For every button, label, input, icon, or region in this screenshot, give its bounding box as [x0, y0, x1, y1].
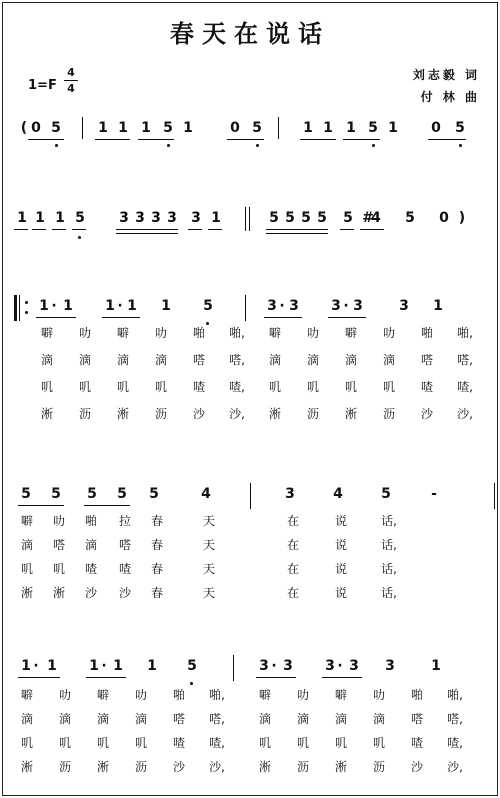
lyric-char: 喳: [118, 562, 131, 576]
lyric-char: 话,: [381, 562, 397, 576]
underline: [300, 139, 336, 140]
score-frame: [2, 2, 498, 796]
note: 0: [230, 120, 240, 136]
note: 5: [455, 120, 465, 136]
note: 5: [368, 120, 378, 136]
key-signature: 1=F: [28, 78, 57, 93]
lyric-char: 叽: [116, 380, 129, 394]
note: 1: [55, 210, 65, 226]
note: 5: [163, 120, 173, 136]
underline: [340, 229, 354, 230]
lyric-char: 叽: [78, 380, 91, 394]
lyric-char: 滴: [134, 712, 147, 726]
note: #: [362, 210, 374, 226]
lyric-char: 叻: [52, 514, 65, 528]
note: 4: [333, 486, 343, 502]
lyric-char: 叽: [40, 380, 53, 394]
underline: [14, 229, 28, 230]
note: 0: [31, 120, 41, 136]
lyric-char: 天: [202, 586, 215, 600]
note: 1: [161, 298, 171, 314]
low-octave-dot: [167, 144, 170, 147]
note: 1: [47, 658, 57, 674]
note: 5: [87, 486, 97, 502]
underline: [36, 317, 76, 318]
note: 1: [98, 120, 108, 136]
time-sig-top: 4: [67, 66, 75, 79]
underline: [32, 229, 46, 230]
note: 0: [439, 210, 449, 226]
time-sig-bottom: 4: [67, 82, 75, 95]
lyric-char: 沙: [84, 586, 97, 600]
note: 1: [346, 120, 356, 136]
barline: [250, 483, 251, 509]
lyric-char: 嗒: [172, 712, 185, 726]
lyric-char: 啪: [192, 326, 205, 340]
low-octave-dot: [190, 682, 193, 685]
lyric-char: 沥: [78, 407, 91, 421]
repeat-start-thin: [19, 295, 20, 321]
barline: [245, 295, 246, 321]
note: 1: [21, 658, 31, 674]
underline: [188, 229, 202, 230]
lyric-char: 沙,: [209, 760, 225, 774]
lyric-char: 滴: [84, 538, 97, 552]
lyric-char: 滴: [20, 538, 33, 552]
note: 5: [21, 486, 31, 502]
lyric-char: 喳,: [447, 736, 463, 750]
barline: [278, 117, 279, 139]
note: ·: [279, 298, 285, 314]
lyric-char: 噼: [96, 688, 109, 702]
lyric-char: 嗒: [420, 353, 433, 367]
note: 1: [323, 120, 333, 136]
lyric-char: 沙: [192, 407, 205, 421]
note: 1: [105, 298, 115, 314]
barline: [245, 207, 246, 231]
low-octave-dot: [78, 236, 81, 239]
note: 5: [51, 486, 61, 502]
note: 3: [119, 210, 129, 226]
lyric-char: 沥: [382, 407, 395, 421]
barline: [233, 655, 234, 681]
note: ·: [51, 298, 57, 314]
barline: [494, 483, 495, 509]
lyric-char: 叽: [96, 736, 109, 750]
note: 5: [301, 210, 311, 226]
lyric-char: 沥: [134, 760, 147, 774]
lyric-char: 叻: [306, 326, 319, 340]
lyric-char: 滴: [344, 353, 357, 367]
note: ·: [337, 658, 343, 674]
note: 5: [252, 120, 262, 136]
lyric-char: 啪,: [447, 688, 463, 702]
note: ·: [271, 658, 277, 674]
lyric-char: 喳: [192, 380, 205, 394]
lyric-char: 噼: [258, 688, 271, 702]
underline: [52, 229, 66, 230]
underline: [116, 233, 178, 234]
note: ): [458, 210, 466, 226]
note: 1: [183, 120, 193, 136]
underline: [86, 677, 126, 678]
lyric-char: 滴: [306, 353, 319, 367]
note: 1: [39, 298, 49, 314]
lyric-char: 淅: [344, 407, 357, 421]
lyric-char: 滴: [116, 353, 129, 367]
note: 3: [325, 658, 335, 674]
low-octave-dot: [256, 144, 259, 147]
lyric-char: 滴: [40, 353, 53, 367]
underline: [264, 317, 302, 318]
note: ·: [117, 298, 123, 314]
note: 1: [303, 120, 313, 136]
underline: [266, 229, 328, 230]
lyric-char: 滴: [372, 712, 385, 726]
note: 5: [187, 658, 197, 674]
lyric-char: 嗒: [410, 712, 423, 726]
lyric-char: 嗒,: [447, 712, 463, 726]
lyric-char: 嗒,: [229, 353, 245, 367]
note: 1: [211, 210, 221, 226]
lyric-char: 淅: [52, 586, 65, 600]
note: 1: [118, 120, 128, 136]
note: 1: [433, 298, 443, 314]
lyric-char: 滴: [334, 712, 347, 726]
lyric-char: 叽: [306, 380, 319, 394]
lyric-char: 噼: [40, 326, 53, 340]
lyric-char: 叽: [268, 380, 281, 394]
composer-credit: 付 林 曲: [420, 90, 480, 104]
underline: [18, 505, 64, 506]
lyric-char: 啪,: [457, 326, 473, 340]
lyric-char: 沥: [296, 760, 309, 774]
lyric-char: 叻: [372, 688, 385, 702]
note: 1: [388, 120, 398, 136]
lyric-char: 淅: [334, 760, 347, 774]
note: 1: [113, 658, 123, 674]
lyric-char: 在: [286, 586, 299, 600]
lyric-char: 噼: [20, 688, 33, 702]
lyric-char: 叽: [258, 736, 271, 750]
lyric-char: 春: [150, 538, 163, 552]
note: 3: [385, 658, 395, 674]
note: 1: [63, 298, 73, 314]
lyric-char: 滴: [258, 712, 271, 726]
repeat-start-thick: [14, 295, 17, 321]
lyric-char: 噼: [344, 326, 357, 340]
lyric-char: 叽: [154, 380, 167, 394]
time-signature: [64, 66, 78, 95]
note: ·: [33, 658, 39, 674]
lyric-char: 嗒: [52, 538, 65, 552]
note: 5: [285, 210, 295, 226]
underline: [208, 229, 222, 230]
lyric-char: 噼: [268, 326, 281, 340]
lyric-char: 嗒: [192, 353, 205, 367]
note: 3: [331, 298, 341, 314]
note: 3: [167, 210, 177, 226]
lyric-char: 淅: [258, 760, 271, 774]
underline: [102, 317, 140, 318]
note: 4: [371, 210, 381, 226]
note: 1: [141, 120, 151, 136]
underline: [18, 677, 60, 678]
note: 3: [191, 210, 201, 226]
lyric-char: 叻: [58, 688, 71, 702]
lyric-char: 淅: [268, 407, 281, 421]
lyric-char: 叽: [134, 736, 147, 750]
note: (: [20, 120, 28, 136]
lyric-char: 叽: [334, 736, 347, 750]
lyric-char: 叻: [154, 326, 167, 340]
lyric-char: 说: [334, 514, 347, 528]
lyric-char: 滴: [58, 712, 71, 726]
underline: [428, 139, 466, 140]
lyric-char: 嗒,: [209, 712, 225, 726]
underline: [138, 139, 174, 140]
underline: [28, 139, 64, 140]
note: 3: [135, 210, 145, 226]
underline: [328, 317, 366, 318]
lyric-char: 噼: [20, 514, 33, 528]
lyric-char: 话,: [381, 586, 397, 600]
lyric-char: 话,: [381, 538, 397, 552]
lyric-char: 天: [202, 514, 215, 528]
note: 3: [349, 658, 359, 674]
lyric-char: 叻: [296, 688, 309, 702]
lyric-char: 淅: [96, 760, 109, 774]
lyric-char: 叻: [382, 326, 395, 340]
underline: [84, 505, 130, 506]
lyric-char: 在: [286, 538, 299, 552]
lyric-char: 沥: [58, 760, 71, 774]
low-octave-dot: [25, 301, 28, 304]
underline: [360, 229, 384, 230]
lyric-char: 喳,: [209, 736, 225, 750]
lyric-char: 沥: [372, 760, 385, 774]
song-title: 春天在说话: [170, 19, 330, 48]
lyric-char: 喳,: [457, 380, 473, 394]
lyric-char: 沥: [306, 407, 319, 421]
lyric-char: 春: [150, 562, 163, 576]
note: 3: [267, 298, 277, 314]
note: 1: [431, 658, 441, 674]
note: 5: [75, 210, 85, 226]
note: 5: [51, 120, 61, 136]
lyric-char: 嗒,: [457, 353, 473, 367]
lyric-char: 滴: [154, 353, 167, 367]
note: 1: [35, 210, 45, 226]
underline: [116, 229, 178, 230]
lyric-char: 啪: [84, 514, 97, 528]
lyric-char: 喳: [410, 736, 423, 750]
note: ·: [343, 298, 349, 314]
note: 3: [399, 298, 409, 314]
lyric-char: 滴: [268, 353, 281, 367]
lyric-char: 叽: [344, 380, 357, 394]
lyric-char: 沙: [410, 760, 423, 774]
lyric-char: 叽: [58, 736, 71, 750]
note: 3: [259, 658, 269, 674]
note: ·: [101, 658, 107, 674]
lyric-char: 滴: [382, 353, 395, 367]
note: 5: [381, 486, 391, 502]
lyric-char: 喳,: [229, 380, 245, 394]
note: 5: [117, 486, 127, 502]
lyric-char: 淅: [116, 407, 129, 421]
low-octave-dot: [25, 311, 28, 314]
lyric-char: 在: [286, 514, 299, 528]
lyric-char: 沥: [154, 407, 167, 421]
lyric-char: 叻: [78, 326, 91, 340]
lyric-char: 啪: [410, 688, 423, 702]
lyric-char: 淅: [20, 586, 33, 600]
lyric-char: 淅: [20, 760, 33, 774]
note: 1: [89, 658, 99, 674]
note: 0: [431, 120, 441, 136]
lyric-char: 噼: [334, 688, 347, 702]
lyric-char: 叽: [382, 380, 395, 394]
lyric-char: 滴: [296, 712, 309, 726]
lyric-char: 喳: [420, 380, 433, 394]
underline: [256, 677, 296, 678]
lyric-char: 噼: [116, 326, 129, 340]
note: 1: [17, 210, 27, 226]
barline: [249, 207, 250, 231]
lyric-char: 春: [150, 586, 163, 600]
lyric-char: 叽: [296, 736, 309, 750]
underline: [322, 677, 362, 678]
note: 3: [353, 298, 363, 314]
note: 5: [203, 298, 213, 314]
lyric-char: 说: [334, 538, 347, 552]
underline: [227, 139, 264, 140]
lyricist-credit: 刘志毅 词: [412, 68, 480, 82]
lyric-char: 啪,: [229, 326, 245, 340]
lyric-char: 沙,: [457, 407, 473, 421]
note: 4: [201, 486, 211, 502]
low-octave-dot: [55, 144, 58, 147]
lyric-char: 沙: [118, 586, 131, 600]
underline: [343, 139, 380, 140]
lyric-char: 沙,: [229, 407, 245, 421]
lyric-char: 叽: [372, 736, 385, 750]
note: 5: [343, 210, 353, 226]
lyric-char: 说: [334, 586, 347, 600]
note: 3: [151, 210, 161, 226]
low-octave-dot: [372, 144, 375, 147]
lyric-char: 话,: [381, 514, 397, 528]
lyric-char: 喳: [84, 562, 97, 576]
lyric-char: 沙: [420, 407, 433, 421]
lyric-char: 淅: [40, 407, 53, 421]
lyric-char: 沙: [172, 760, 185, 774]
lyric-char: 滴: [78, 353, 91, 367]
lyric-char: 喳: [172, 736, 185, 750]
lyric-char: 说: [334, 562, 347, 576]
note: 5: [405, 210, 415, 226]
barline: [82, 117, 83, 139]
underline: [95, 139, 130, 140]
note: 5: [149, 486, 159, 502]
lyric-char: 叽: [20, 562, 33, 576]
lyric-char: 滴: [20, 712, 33, 726]
lyric-char: 春: [150, 514, 163, 528]
lyric-char: 沙,: [447, 760, 463, 774]
note: 3: [289, 298, 299, 314]
lyric-char: 叽: [52, 562, 65, 576]
lyric-char: 天: [202, 538, 215, 552]
lyric-char: 在: [286, 562, 299, 576]
lyric-char: 叻: [134, 688, 147, 702]
lyric-char: 叽: [20, 736, 33, 750]
note: 5: [317, 210, 327, 226]
note: 3: [285, 486, 295, 502]
underline: [266, 233, 328, 234]
note: -: [431, 486, 437, 502]
lyric-char: 啪,: [209, 688, 225, 702]
lyric-char: 嗒: [118, 538, 131, 552]
lyric-char: 啪: [172, 688, 185, 702]
note: 5: [269, 210, 279, 226]
low-octave-dot: [459, 144, 462, 147]
lyric-char: 天: [202, 562, 215, 576]
note: 1: [147, 658, 157, 674]
lyric-char: 滴: [96, 712, 109, 726]
underline: [72, 229, 86, 230]
note: 3: [283, 658, 293, 674]
lyric-char: 啪: [420, 326, 433, 340]
note: 1: [127, 298, 137, 314]
lyric-char: 拉: [118, 514, 131, 528]
